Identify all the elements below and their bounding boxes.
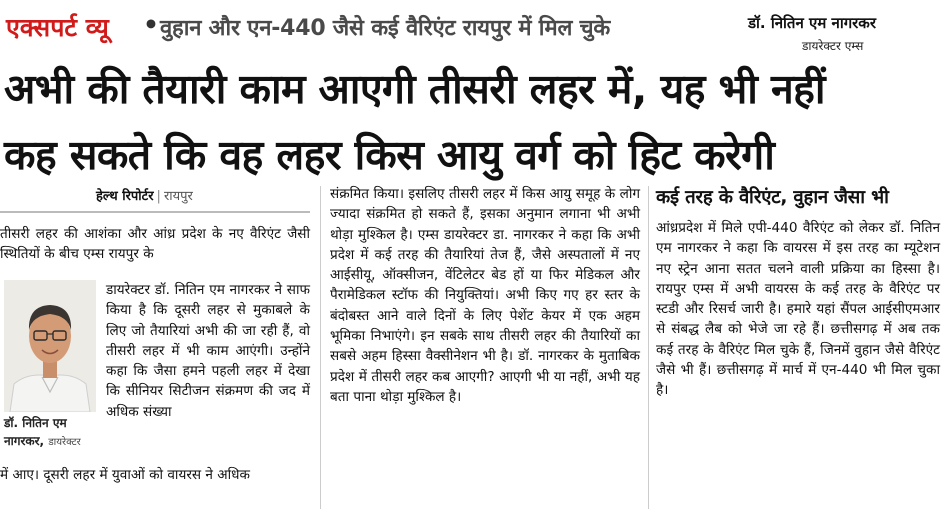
divider-rule — [0, 211, 310, 213]
author-photo — [4, 280, 96, 412]
article-column-2: संक्रमित किया। इसलिए तीसरी लहर में किस आयु समूह के लोग ज्यादा संक्रमित हो सकते हैं, इसका अनुमान लगाना भी अभी थोड़ा मुश्किल है। एम्स डायरेक्टर डा. नागरकर ने कहा कि अभी प्रदेश में कई तरह की तैयारियां तेज हैं, जैसे अस्पतालों में नए आईसीयू, ऑक्सीजन, वेंटिलेटर बेड हों या फिर मेडिकल और पैरामेडिकल स्टॉफ की नियुक्तियां। अभी किए गए हर स्तर के बंदोबस्त आने वाले दिनों के लिए पेशेंट केयर में एक अहम भूमिका निभाएंगे। इन सबके साथ तीसरी लहर की तैयारियों का सबसे अहम हिस्सा वैक्सीनेशन भी है। डॉ. नागरकर के मुताबिक प्रदेश में तीसरी लहर कब आएगी? आएगी भी या नहीं, अभी यह बता पाना थोड़ा मुश्किल है। — [330, 186, 640, 405]
strap-text: वुहान और एन-440 जैसे कई वैरिएंट रायपुर में मिल चुके — [160, 16, 611, 41]
author-role: डायरेक्टर एम्स — [802, 39, 864, 53]
author-photo-block — [0, 280, 100, 470]
column-divider-2 — [648, 186, 649, 509]
col1-intro-text: तीसरी लहर की आशंका और आंध्र प्रदेश के नए वैरिएंट जैसी स्थितियों के बीच एम्स रायपुर के — [0, 226, 310, 263]
author-name: डॉ. नितिन एम नागरकर — [748, 14, 876, 32]
bullet-dot: • — [143, 10, 159, 39]
photo-caption-name: डॉ. नितिन एम नागरकर, — [4, 416, 67, 448]
headline-line-1: अभी की तैयारी काम आएगी तीसरी लहर में, यह भी नहीं — [4, 65, 825, 113]
photo-caption-role: डायरेक्टर — [48, 437, 81, 448]
headline-line-2: कह सकते कि वह लहर किस आयु वर्ग को हिट करेगी — [4, 131, 775, 179]
portrait-illustration — [4, 280, 96, 412]
article-column-1 — [0, 224, 310, 510]
section-label: एक्सपर्ट व्यू — [6, 13, 109, 42]
col1-bottom-text: में आए। दूसरी लहर में युवाओं को वायरस ने अधिक — [0, 467, 250, 483]
photo-caption — [4, 414, 98, 452]
reporter-separator: | — [156, 189, 161, 204]
column-divider-1 — [320, 186, 321, 509]
subheading: कई तरह के वैरिएंट, वुहान जैसा भी — [656, 187, 889, 208]
article-column-3: आंध्रप्रदेश में मिले एपी-440 वैरिएंट को लेकर डॉ. नितिन एम नागरकर ने कहा कि वायरस में इस तरह का म्यूटेशन नए स्ट्रेन आना सतत चलने वाली प्रक्रिया का हिस्सा है। रायपुर एम्स में अभी वायरस के कई तरह के वैरिएंट पर स्टडी और रिसर्च जारी है। हमारे यहां सैंपल आईसीएमआर से संबद्ध लैब को भेजे जा रहे हैं। छत्तीसगढ़ में अब तक कई तरह के वैरिएंट मिल चुके हैं, जिनमें वुहान जैसे वैरिएंट जैसे भी हैं। छत्तीसगढ़ में मार्च में एन-440 भी मिल चुका है। — [656, 220, 940, 399]
strap — [4, 4, 940, 53]
reporter-credit — [96, 186, 193, 204]
reporter-desk: हेल्थ रिपोर्टर — [96, 189, 154, 204]
reporter-city: रायपुर — [163, 189, 193, 204]
col1-wrap-text: डायरेक्टर डॉ. नितिन एम नागरकर ने साफ किया है कि दूसरी लहर से मुकाबले के लिए जो तैयारियां अभी की जा रही हैं, वो तीसरी लहर में भी काम आएंगी। उन्होंने कहा कि जैसा हमने पहली लहर में देखा कि सीनियर सिटीजन संक्रमण की जद में अधिक संख्या — [106, 282, 310, 420]
